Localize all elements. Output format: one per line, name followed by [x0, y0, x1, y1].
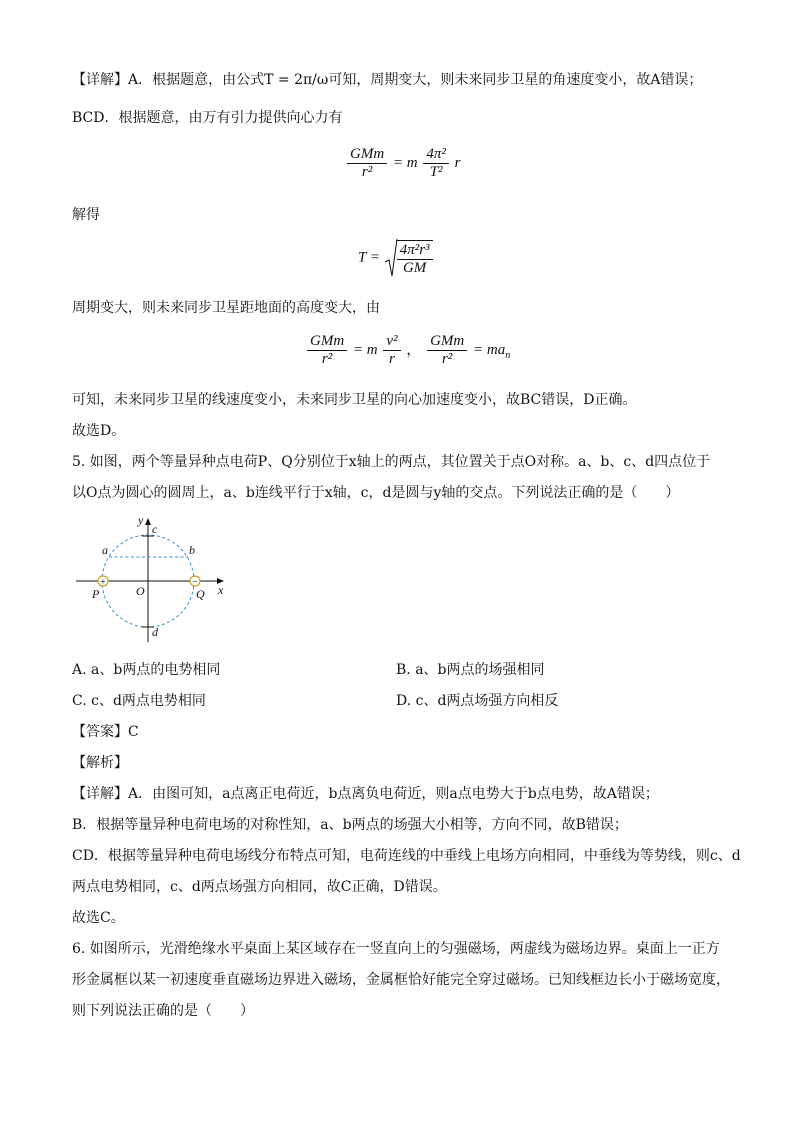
- q6-stem-line2: 形金属框以某一初速度垂直磁场边界进入磁场，金属框恰好能完全穿过磁场。已知线框边长小于磁场宽度，: [72, 972, 730, 988]
- svg-text:c: c: [152, 522, 158, 536]
- svg-text:+: +: [100, 577, 106, 588]
- q5-stem-line2: 以O点为圆心的圆周上，a、b连线平行于x轴，c，d是圆与y轴的交点。下列说法正确的是（ ）: [72, 485, 680, 501]
- svg-text:a: a: [102, 543, 108, 557]
- q5-stem-line1: 5. 如图，两个等量异种点电荷P、Q分别位于x轴上的两点，其位置关于点O对称。a、b、c、d四点位于: [72, 454, 711, 470]
- equation-period: T = $\frac{\text{4π²r³}}{GM}$: [358, 238, 435, 278]
- q4-conclusion-text: 可知，未来同步卫星的线速度变小，未来同步卫星的向心加速度变小，故BC错误，D正确。: [72, 392, 637, 408]
- svg-text:Q: Q: [196, 587, 205, 601]
- svg-text:x: x: [218, 583, 224, 597]
- q5-detail-line2: B．根据等量异种电荷电场的对称性知，a、b两点的场强大小相等，方向不同，故B错误；: [72, 817, 628, 833]
- q5-detail-line1: 【详解】A．由图可知，a点离正电荷近，b点离负电荷近，则a点电势大于b点电势，故A错误；: [72, 786, 659, 802]
- option-a: A. a、b两点的电势相同: [72, 662, 221, 678]
- svg-text:b: b: [189, 543, 195, 557]
- svg-text:O: O: [136, 584, 145, 598]
- q6-stem-line3: 则下列说法正确的是（ ）: [72, 1003, 254, 1019]
- option-b: B. a、b两点的场强相同: [396, 662, 545, 678]
- charge-circle-figure: [72, 512, 232, 651]
- svg-text:y: y: [138, 513, 144, 527]
- q5-detail-line4: 两点电势相同，c、d两点场强方向相同，故C正确，D错误。: [72, 879, 447, 895]
- sqrt-sign-icon: [384, 238, 398, 278]
- option-d: D. c、d两点场强方向相反: [396, 693, 559, 709]
- q4-solve-label: 解得: [72, 207, 100, 223]
- svg-text:d: d: [152, 625, 158, 639]
- equation-velocity-acceleration: $\frac{\text{GMm}}{\text{r²}}$ = m $\frac{\text{v²}}{r}$ ， $\frac{\text{GMm}}{\text{r²}}$ = $ma_n$: [305, 333, 510, 368]
- q4-detail-line1: 【详解】A．根据题意，由公式T = 2π/ω可知，周期变大，则未来同步卫星的角速度变小，故A错误；: [72, 72, 703, 88]
- q4-detail-line4: 周期变大，则未来同步卫星距地面的高度变大，由: [72, 300, 380, 316]
- y-axis-arrow-icon: [145, 518, 151, 525]
- circle-diagram: [72, 512, 232, 647]
- q4-detail-line2: BCD．根据题意，由万有引力提供向心力有: [72, 110, 343, 126]
- q5-answer: 【答案】C: [72, 724, 139, 740]
- q5-detail-line3: CD．根据等量异种电荷电场线分布特点可知，电荷连线的中垂线上电场方向相同，中垂线为等势线，则c、d: [72, 848, 741, 864]
- q4-answer-choice: 故选D。: [72, 423, 126, 439]
- equation-gravity-centripetal: $\frac{\text{GMm}}{\text{r²}}$ = m $\frac{\text{4π²}}{\text{T²}}$ r: [345, 146, 461, 181]
- svg-text:P: P: [92, 587, 100, 601]
- q5-analysis-heading: 【解析】: [72, 755, 128, 771]
- svg-text:−: −: [192, 577, 198, 588]
- option-c: C. c、d两点电势相同: [72, 693, 206, 709]
- q5-conclusion: 故选C。: [72, 910, 125, 926]
- q6-stem-line1: 6. 如图所示，光滑绝缘水平桌面上某区域存在一竖直向上的匀强磁场，两虚线为磁场边界。桌面上一正方: [72, 941, 720, 957]
